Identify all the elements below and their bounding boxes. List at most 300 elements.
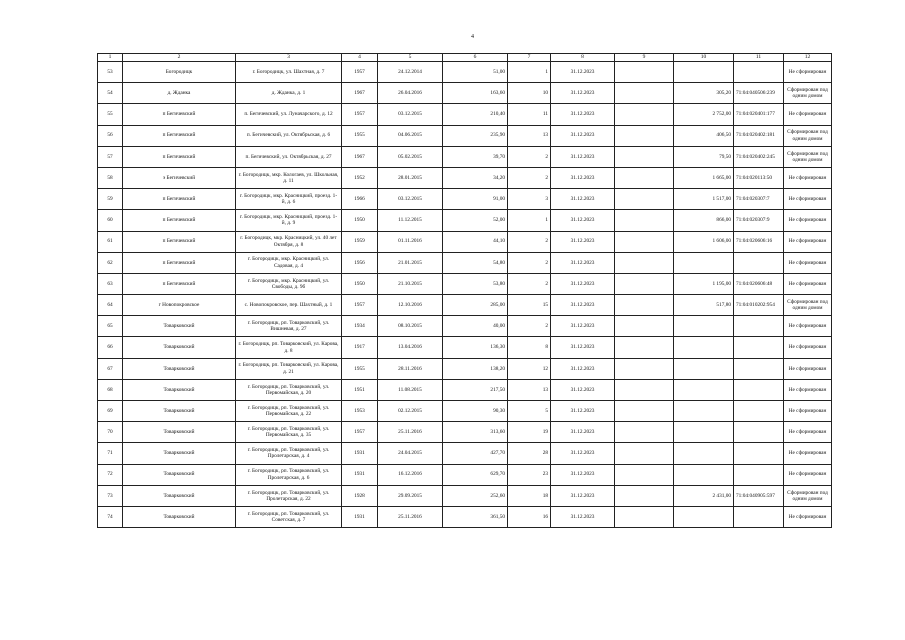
table-cell	[674, 401, 734, 422]
table-cell: 71:04:020113:50	[734, 167, 784, 188]
table-cell: 31.12.2023	[551, 464, 615, 485]
table-cell: 1959	[342, 231, 378, 252]
table-cell: 52,00	[443, 210, 508, 231]
table-cell: 13.04.2016	[378, 337, 443, 358]
table-cell: э Бегичевский	[123, 167, 236, 188]
table-cell: 1	[508, 62, 551, 83]
table-cell	[615, 443, 674, 464]
table-cell: 427,70	[443, 443, 508, 464]
table-cell: 3	[508, 189, 551, 210]
table-cell	[734, 358, 784, 379]
table-cell: 66	[98, 337, 123, 358]
table-cell: 25.11.2016	[378, 422, 443, 443]
table-cell: 03.12.2015	[378, 104, 443, 125]
column-header: 7	[508, 54, 551, 62]
table-cell: 05.02.2015	[378, 146, 443, 167]
table-cell: 163,60	[443, 83, 508, 104]
table-cell: 01.11.2016	[378, 231, 443, 252]
table-cell	[615, 167, 674, 188]
table-cell: 361,50	[443, 506, 508, 527]
table-cell: 18	[508, 485, 551, 506]
table-cell: 71:04:040506:239	[734, 83, 784, 104]
table-cell: 70	[98, 422, 123, 443]
table-cell: Товарковский	[123, 337, 236, 358]
table-cell	[615, 125, 674, 146]
table-cell: 19	[508, 422, 551, 443]
table-cell: 71:04:010202:954	[734, 295, 784, 316]
table-cell	[615, 231, 674, 252]
table-cell: п. Бегичевский, ул. Октябрьская, д. 6	[236, 125, 342, 146]
table-cell: 79,50	[674, 146, 734, 167]
table-cell: 2	[508, 146, 551, 167]
table-cell: 54,80	[443, 252, 508, 273]
table-cell	[734, 62, 784, 83]
table-row	[98, 443, 832, 464]
table-cell: 12.10.2016	[378, 295, 443, 316]
table-cell: 138,20	[443, 358, 508, 379]
table-cell: 31.12.2023	[551, 83, 615, 104]
table-cell: 57	[98, 146, 123, 167]
column-header: 6	[443, 54, 508, 62]
table-cell	[615, 464, 674, 485]
table-cell: 31.12.2023	[551, 337, 615, 358]
table-cell: Не сформирован	[784, 104, 832, 125]
table-cell	[734, 379, 784, 400]
table-cell: Не сформирован	[784, 379, 832, 400]
table-cell: Не сформирован	[784, 358, 832, 379]
table-cell: 56	[98, 125, 123, 146]
table-row	[98, 146, 832, 167]
table-cell: п Бегичевский	[123, 189, 236, 210]
table-cell: 31.12.2023	[551, 62, 615, 83]
table-cell: 71:04:020401:177	[734, 104, 784, 125]
table-cell: 53	[98, 62, 123, 83]
table-cell: д. Жданка	[123, 83, 236, 104]
table-row	[98, 358, 832, 379]
table-cell	[615, 316, 674, 337]
table-row	[98, 295, 832, 316]
table-cell: 1928	[342, 485, 378, 506]
table-cell: 59	[98, 189, 123, 210]
table-cell: г. Богородицк, рп. Товарковский, ул. Карова, д. 8	[236, 337, 342, 358]
table-cell	[615, 485, 674, 506]
table-cell: Не сформирован	[784, 252, 832, 273]
table-cell: 1967	[342, 146, 378, 167]
column-header: 10	[674, 54, 734, 62]
table-cell: 8	[508, 337, 551, 358]
table-cell: 44,10	[443, 231, 508, 252]
table-row	[98, 273, 832, 294]
column-header: 12	[784, 54, 832, 62]
table-row	[98, 422, 832, 443]
table-cell: 1	[508, 210, 551, 231]
table-row	[98, 316, 832, 337]
table-cell: 1 517,00	[674, 189, 734, 210]
table-cell: Не сформирован	[784, 422, 832, 443]
table-cell	[734, 316, 784, 337]
table-cell: 866,00	[674, 210, 734, 231]
table-cell: 1931	[342, 443, 378, 464]
table-cell: Не сформирован	[784, 316, 832, 337]
table-cell: Не сформирован	[784, 337, 832, 358]
table-cell: 69	[98, 401, 123, 422]
table-cell: Сформирован под одним домом	[784, 125, 832, 146]
table-cell: 31.12.2023	[551, 146, 615, 167]
table-cell: с. Новопокровское, пер. Шахтный, д. 1	[236, 295, 342, 316]
table-cell: 68	[98, 379, 123, 400]
table-cell: г. Богородицк, рп. Товарковский, ул. Советская, д. 7	[236, 506, 342, 527]
table-cell: 31.12.2023	[551, 422, 615, 443]
table-cell: 71	[98, 443, 123, 464]
table-cell: г. Богородицк, рп. Товарковский, ул. Первомайская, д. 35	[236, 422, 342, 443]
table-cell: 24.12.2014	[378, 62, 443, 83]
table-cell	[615, 146, 674, 167]
table-cell: 31.12.2023	[551, 273, 615, 294]
table-cell: 71:04:020402:181	[734, 125, 784, 146]
table-cell: 1950	[342, 210, 378, 231]
table-row	[98, 83, 832, 104]
table-cell: 31.12.2023	[551, 506, 615, 527]
table-cell: 90,30	[443, 401, 508, 422]
table-cell: 11.08.2015	[378, 379, 443, 400]
table-cell: 61	[98, 231, 123, 252]
table-cell: 21.10.2015	[378, 273, 443, 294]
table-row	[98, 506, 832, 527]
table-cell: 1953	[342, 401, 378, 422]
table-cell	[615, 273, 674, 294]
table-cell	[615, 83, 674, 104]
table-cell	[734, 443, 784, 464]
table-cell: 23	[508, 464, 551, 485]
table-cell	[734, 401, 784, 422]
table-cell	[615, 189, 674, 210]
table-cell: 31.12.2023	[551, 167, 615, 188]
table-cell: Товарковский	[123, 422, 236, 443]
table-cell	[674, 337, 734, 358]
table-cell: Товарковский	[123, 379, 236, 400]
table-cell: Богородицк	[123, 62, 236, 83]
table-cell	[734, 252, 784, 273]
table-cell: п Бегичевский	[123, 146, 236, 167]
table-cell: Не сформирован	[784, 62, 832, 83]
table-row	[98, 252, 832, 273]
table-cell: п. Бегичевский, ул. Луначарского, д. 12	[236, 104, 342, 125]
table-cell: п Бегичевский	[123, 252, 236, 273]
table-cell: г. Богородицк, мкр. Красницкий, ул. Садовая, д. 4	[236, 252, 342, 273]
table-cell: 71:04:020307:9	[734, 210, 784, 231]
table-cell: 1934	[342, 316, 378, 337]
table-cell	[674, 506, 734, 527]
table-cell: 16	[508, 506, 551, 527]
table-cell: 406,50	[674, 125, 734, 146]
table-cell: 2	[508, 167, 551, 188]
table-row	[98, 401, 832, 422]
table-cell: г. Богородицк, рп. Товарковский, ул. Пролетарская, д. 4	[236, 443, 342, 464]
table-cell	[615, 252, 674, 273]
table-cell: 31.12.2023	[551, 295, 615, 316]
column-header: 3	[236, 54, 342, 62]
table-cell: 2	[508, 231, 551, 252]
table-cell	[674, 358, 734, 379]
table-cell: 58	[98, 167, 123, 188]
table-cell: 629,70	[443, 464, 508, 485]
table-cell	[734, 422, 784, 443]
table-cell	[615, 62, 674, 83]
table-cell: 64	[98, 295, 123, 316]
table-row	[98, 379, 832, 400]
table-cell: Сформирован под одним домом	[784, 485, 832, 506]
table-cell: 60	[98, 210, 123, 231]
table-cell	[615, 506, 674, 527]
table-cell: 1956	[342, 252, 378, 273]
table-cell: 39,70	[443, 146, 508, 167]
column-header: 8	[551, 54, 615, 62]
column-header: 11	[734, 54, 784, 62]
page-number: 4	[471, 34, 474, 40]
table-cell: 2	[508, 252, 551, 273]
table-cell: Не сформирован	[784, 231, 832, 252]
table-cell: Товарковский	[123, 316, 236, 337]
table-cell: 136,30	[443, 337, 508, 358]
table-cell: 1957	[342, 422, 378, 443]
table-cell: 285,00	[443, 295, 508, 316]
table-row	[98, 104, 832, 125]
table-cell: 313,60	[443, 422, 508, 443]
table-cell: 21.01.2015	[378, 252, 443, 273]
table-cell: 31.12.2023	[551, 189, 615, 210]
table-cell: 71:04:020606:16	[734, 231, 784, 252]
table-cell	[615, 295, 674, 316]
table-cell: г. Богородицк, мкр. Красницкий, проезд. 1-й, д. 9	[236, 210, 342, 231]
table-cell: 2 752,00	[674, 104, 734, 125]
table-cell: п Бегичевский	[123, 125, 236, 146]
table-row	[98, 231, 832, 252]
table-cell: 74	[98, 506, 123, 527]
table-cell: Не сформирован	[784, 189, 832, 210]
table-cell: 1957	[342, 62, 378, 83]
table-cell: 25.11.2016	[378, 506, 443, 527]
table-cell: 13	[508, 379, 551, 400]
table-cell: 2	[508, 316, 551, 337]
table-cell: г. Богородицк, рп. Товарковский, ул. Первомайская, д. 20	[236, 379, 342, 400]
table-cell: 34,20	[443, 167, 508, 188]
table-cell: Товарковский	[123, 401, 236, 422]
table-row	[98, 167, 832, 188]
table-cell: 15	[508, 295, 551, 316]
table-cell: 31.12.2023	[551, 231, 615, 252]
table-cell: Сформирован под одним домом	[784, 83, 832, 104]
table-cell: 1931	[342, 506, 378, 527]
table-cell: 31.12.2023	[551, 401, 615, 422]
table-row	[98, 464, 832, 485]
table-cell	[734, 464, 784, 485]
table-cell	[674, 316, 734, 337]
table-cell: г Новопокровское	[123, 295, 236, 316]
table-cell	[615, 358, 674, 379]
table-cell: 31.12.2023	[551, 485, 615, 506]
table-cell: г. Богородицк, рп. Товарковский, ул. Пролетарская, д. 6	[236, 464, 342, 485]
table-cell: 2	[508, 273, 551, 294]
table-cell: 40,00	[443, 316, 508, 337]
table-cell: 1957	[342, 295, 378, 316]
table-cell: Не сформирован	[784, 167, 832, 188]
table-cell: Не сформирован	[784, 273, 832, 294]
table-cell: 1950	[342, 273, 378, 294]
table-row	[98, 62, 832, 83]
table-cell: 62	[98, 252, 123, 273]
table-cell: Не сформирован	[784, 401, 832, 422]
table-cell: 72	[98, 464, 123, 485]
table-cell: Товарковский	[123, 443, 236, 464]
table-cell: 217,50	[443, 379, 508, 400]
table-cell: 2 431,00	[674, 485, 734, 506]
table-cell: г. Богородицк, рп. Товарковский, ул. Пролетарская, д. 22	[236, 485, 342, 506]
table-cell: 305,20	[674, 83, 734, 104]
table-cell: 1 195,00	[674, 273, 734, 294]
table-cell: г. Богородицк, мкр. Красницкий, ул. 40 лет Октября, д. 8	[236, 231, 342, 252]
table-cell: п. Бегичевский, ул. Октябрьская, д. 27	[236, 146, 342, 167]
table-cell: 1917	[342, 337, 378, 358]
table-cell: Товарковский	[123, 464, 236, 485]
table-cell: д. Жданка, д. 1	[236, 83, 342, 104]
table-cell: 55	[98, 104, 123, 125]
table-cell: 31.12.2023	[551, 443, 615, 464]
table-cell: 1 665,00	[674, 167, 734, 188]
column-header: 1	[98, 54, 123, 62]
table-cell	[615, 422, 674, 443]
table-cell	[674, 252, 734, 273]
table-cell: 12	[508, 358, 551, 379]
table-cell	[615, 210, 674, 231]
table-cell: 1957	[342, 104, 378, 125]
table-cell: 31.12.2023	[551, 379, 615, 400]
table-cell: Товарковский	[123, 358, 236, 379]
table-cell: 13	[508, 125, 551, 146]
table-cell: г. Богородицк, мкр. Красницкий, проезд. 1-й, д. 6	[236, 189, 342, 210]
table-cell: 1931	[342, 464, 378, 485]
table-cell: п Бегичевский	[123, 210, 236, 231]
column-header: 2	[123, 54, 236, 62]
table-cell: 28.11.2016	[378, 358, 443, 379]
table-cell: Не сформирован	[784, 506, 832, 527]
table-cell: 517,80	[674, 295, 734, 316]
table-cell	[674, 443, 734, 464]
table-cell: 1 606,00	[674, 231, 734, 252]
table-cell	[674, 379, 734, 400]
table-cell: 1966	[342, 189, 378, 210]
table-cell: 31.12.2023	[551, 316, 615, 337]
table-cell: п Бегичевский	[123, 231, 236, 252]
table-cell: 11	[508, 104, 551, 125]
table-cell: 26.04.2016	[378, 83, 443, 104]
table-cell: Сформирован под одним домом	[784, 146, 832, 167]
table-cell	[615, 401, 674, 422]
table-cell: 24.04.2015	[378, 443, 443, 464]
table-cell: г. Богородицк, рп. Товарковский, ул. Карова, д. 21	[236, 358, 342, 379]
table-cell: г. Богородицк, мкр. Красницкий, ул. Свободы, д. 9б	[236, 273, 342, 294]
table-cell: 53,80	[443, 273, 508, 294]
table-cell: Товарковский	[123, 485, 236, 506]
table-row	[98, 210, 832, 231]
table-cell	[734, 337, 784, 358]
table-cell: 28	[508, 443, 551, 464]
table-cell: 65	[98, 316, 123, 337]
table-cell: 04.06.2015	[378, 125, 443, 146]
table-cell: 03.12.2015	[378, 189, 443, 210]
table-cell	[674, 422, 734, 443]
table-cell: п Бегичевский	[123, 104, 236, 125]
table-cell: 31.12.2023	[551, 125, 615, 146]
housing-registry-table	[97, 53, 832, 528]
table-cell: 29.09.2015	[378, 485, 443, 506]
column-header: 5	[378, 54, 443, 62]
table-cell: 54	[98, 83, 123, 104]
table-cell: 210,40	[443, 104, 508, 125]
table-cell: 73	[98, 485, 123, 506]
table-cell: 31.12.2023	[551, 358, 615, 379]
table-row	[98, 125, 832, 146]
table-cell: 67	[98, 358, 123, 379]
table-cell: Не сформирован	[784, 210, 832, 231]
table-cell: г. Богородицк, мкр. Кологаев, ул. Школьная, д. 11	[236, 167, 342, 188]
table-cell: 235,90	[443, 125, 508, 146]
table-cell: Сформирован под одним домом	[784, 295, 832, 316]
table-cell: 08.10.2015	[378, 316, 443, 337]
column-header: 4	[342, 54, 378, 62]
table-cell: 63	[98, 273, 123, 294]
table-cell	[615, 379, 674, 400]
table-cell: 252,60	[443, 485, 508, 506]
table-cell: 71:04:020402:245	[734, 146, 784, 167]
table-cell: Товарковский	[123, 506, 236, 527]
table-cell: 28.01.2015	[378, 167, 443, 188]
table-cell: г. Богородицк, ул. Шахтная, д. 7	[236, 62, 342, 83]
table-cell: 11.12.2015	[378, 210, 443, 231]
table-row	[98, 485, 832, 506]
table-cell: 31.12.2023	[551, 210, 615, 231]
table-row	[98, 189, 832, 210]
table-cell: 51,00	[443, 62, 508, 83]
table-cell	[734, 506, 784, 527]
table-cell: 02.12.2015	[378, 401, 443, 422]
column-header: 9	[615, 54, 674, 62]
table-cell: 10	[508, 83, 551, 104]
table-cell: 16.12.2016	[378, 464, 443, 485]
table-cell: г. Богородицк, рп. Товарковский, ул. Первомайская, д. 22	[236, 401, 342, 422]
table-cell: 71:04:020307:7	[734, 189, 784, 210]
table-cell: 5	[508, 401, 551, 422]
table-cell: 1955	[342, 125, 378, 146]
table-cell: 1951	[342, 379, 378, 400]
table-cell: Не сформирован	[784, 464, 832, 485]
table-cell: Не сформирован	[784, 443, 832, 464]
table-cell: 71:04:040905:597	[734, 485, 784, 506]
table-cell: 71:04:020606:48	[734, 273, 784, 294]
table-cell: 31.12.2023	[551, 104, 615, 125]
table-cell	[615, 337, 674, 358]
table-cell: 91,00	[443, 189, 508, 210]
table-cell: 1952	[342, 167, 378, 188]
table-cell	[674, 464, 734, 485]
table-cell: 1967	[342, 83, 378, 104]
table-cell: 1955	[342, 358, 378, 379]
table-cell	[674, 62, 734, 83]
table-cell	[615, 104, 674, 125]
table-header-row	[98, 54, 832, 62]
table-row	[98, 337, 832, 358]
table-cell: п Бегичевский	[123, 273, 236, 294]
table-cell: 31.12.2023	[551, 252, 615, 273]
